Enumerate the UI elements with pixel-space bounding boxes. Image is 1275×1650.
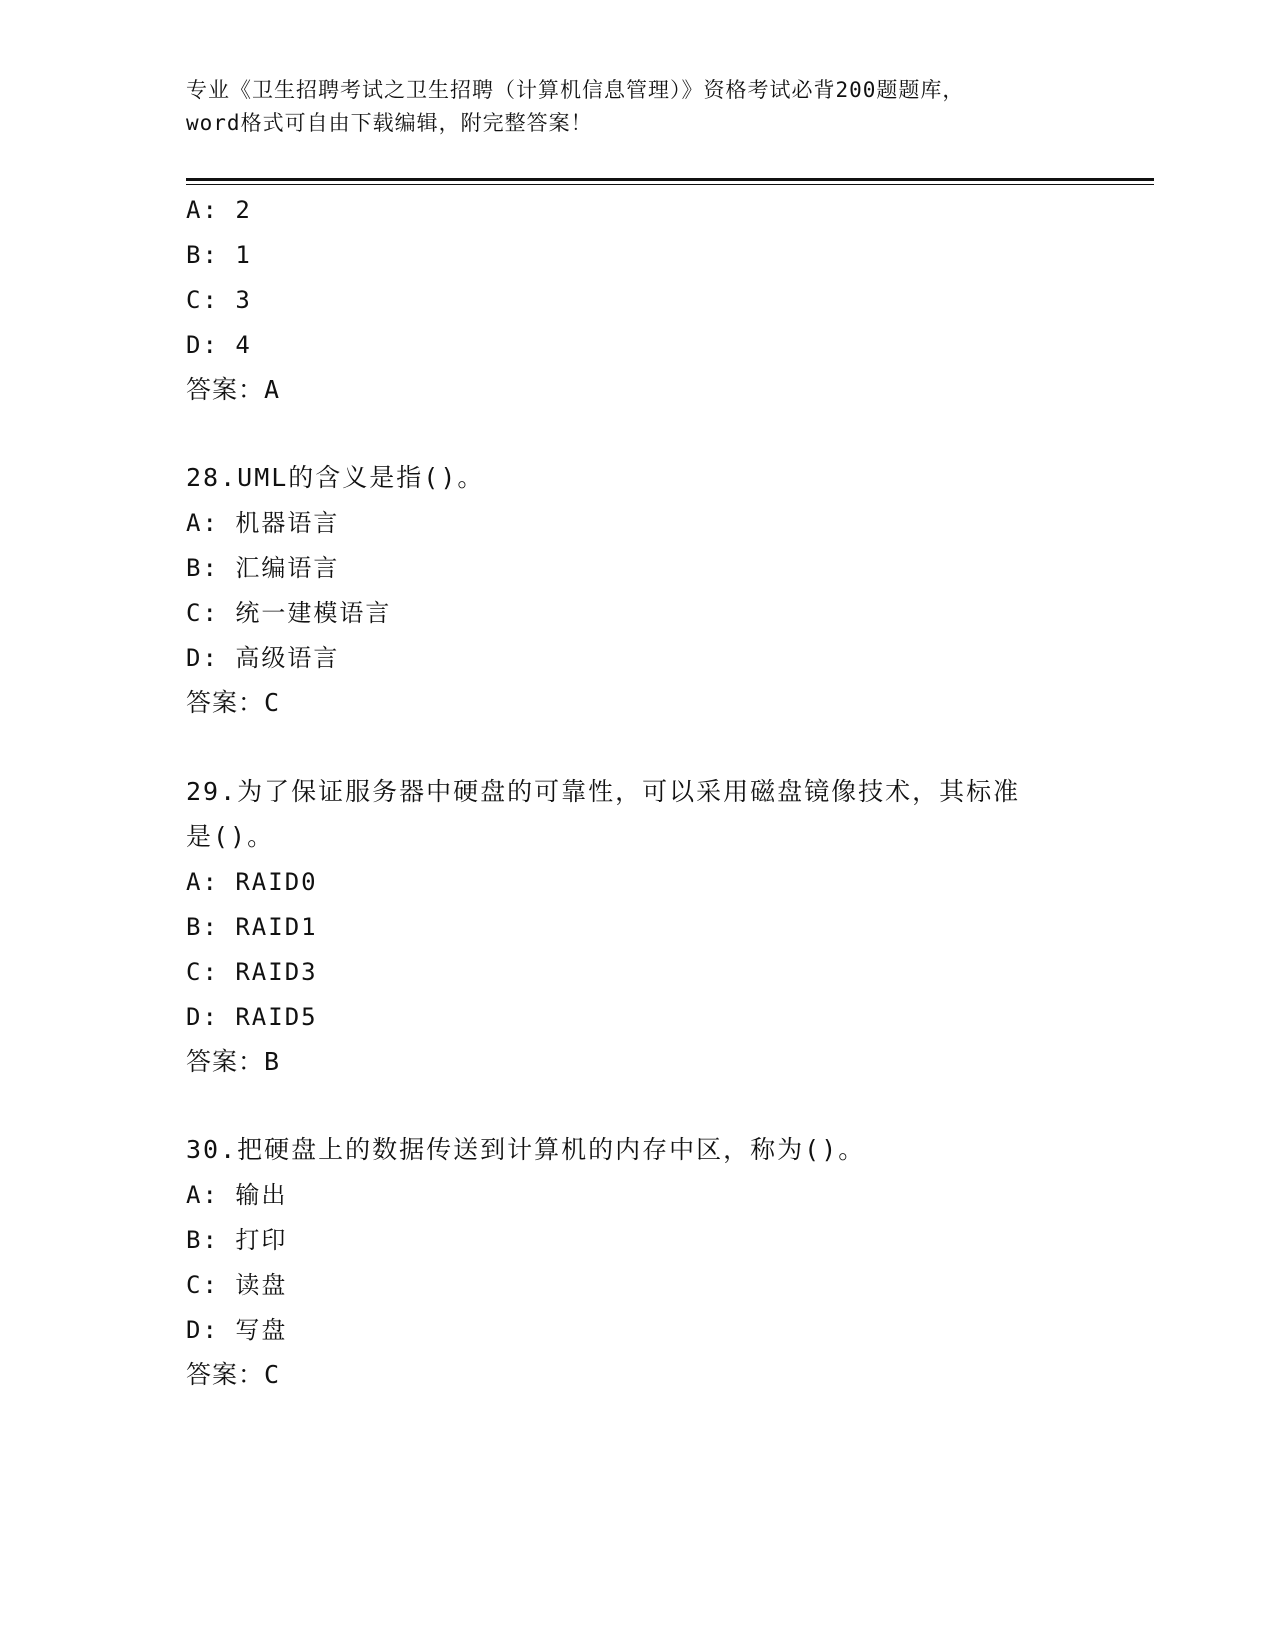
header-divider-thick — [186, 178, 1154, 181]
q30-option-b: B: 打印 — [186, 1226, 288, 1254]
q29-option-d: D: RAID5 — [186, 1003, 318, 1031]
q27-option-a: A: 2 — [186, 196, 252, 224]
q30-answer: 答案：C — [186, 1360, 281, 1389]
document-header — [186, 74, 1086, 140]
q27-answer: 答案：A — [186, 375, 281, 404]
header-line-2: word格式可自由下载编辑，附完整答案！ — [186, 111, 593, 135]
q30-option-d: D: 写盘 — [186, 1316, 288, 1344]
q29-option-c: C: RAID3 — [186, 958, 318, 986]
q30-option-a: A: 输出 — [186, 1181, 288, 1209]
q28-option-b: B: 汇编语言 — [186, 554, 340, 582]
q27-option-d: D: 4 — [186, 331, 252, 359]
q28-option-a: A: 机器语言 — [186, 509, 340, 537]
q29-option-a: A: RAID0 — [186, 868, 318, 896]
q29-question-line-1: 29.为了保证服务器中硬盘的可靠性，可以采用磁盘镜像技术，其标准 — [186, 777, 1021, 806]
q30-option-c: C: 读盘 — [186, 1271, 288, 1299]
q29-answer: 答案：B — [186, 1047, 281, 1076]
q29-question-line-2: 是()。 — [186, 822, 275, 851]
header-divider-thin — [186, 184, 1154, 185]
q27-option-b: B: 1 — [186, 241, 252, 269]
q28-answer: 答案：C — [186, 688, 281, 717]
header-line-1: 专业《卫生招聘考试之卫生招聘（计算机信息管理）》资格考试必背200题题库， — [186, 78, 965, 102]
q30-question: 30.把硬盘上的数据传送到计算机的内存中区，称为()。 — [186, 1135, 866, 1164]
q28-option-d: D: 高级语言 — [186, 644, 340, 672]
q27-option-c: C: 3 — [186, 286, 252, 314]
q28-question: 28.UML的含义是指()。 — [186, 463, 485, 492]
q28-option-c: C: 统一建模语言 — [186, 599, 392, 627]
q29-option-b: B: RAID1 — [186, 913, 318, 941]
